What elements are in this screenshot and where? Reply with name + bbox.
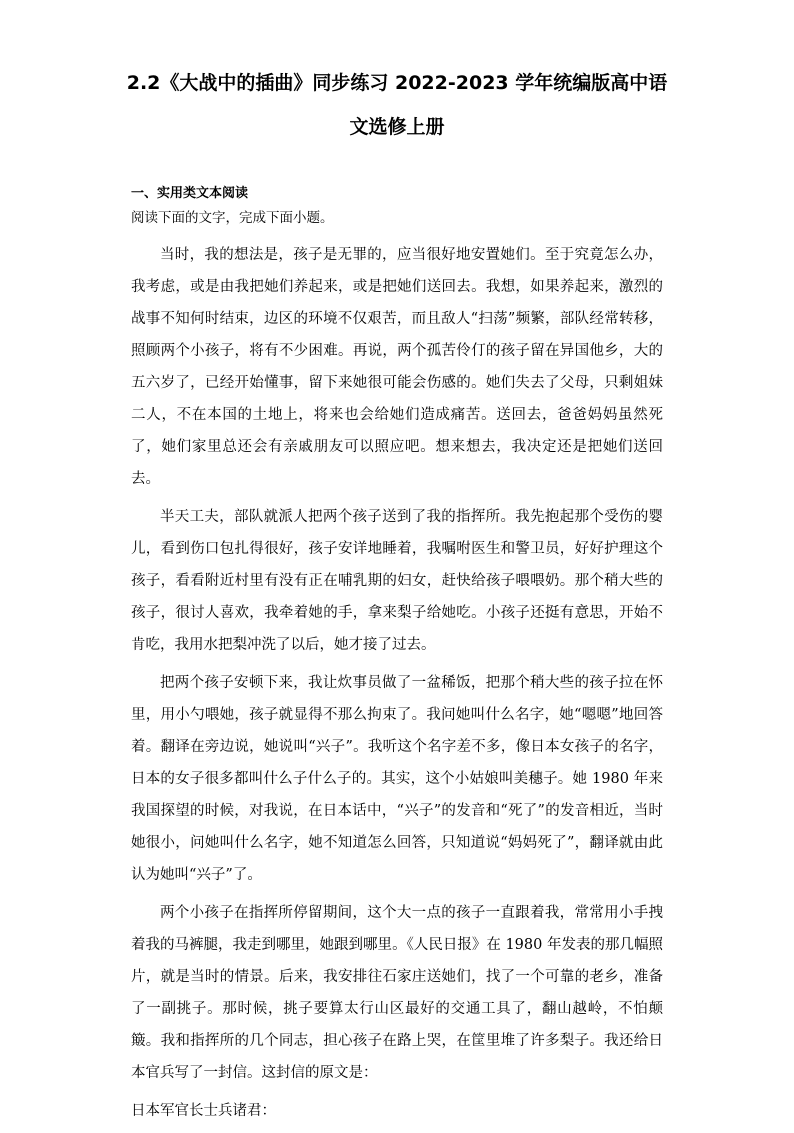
paragraph-2: 半天工夫，部队就派人把两个孩子送到了我的指挥所。我先抱起那个受伤的婴儿，看到伤口包扎得很好，孩子安详地睡着，我嘱咐医生和警卫员，好好护理这个孩子，看看附近村里有没有正在哺乳期的妇女，赶快给孩子喂喂奶。那个稍大些的孩子，很讨人喜欢，我牵着她的手，拿来梨子给她吃。小孩子还挺有意思，开始不肯吃，我用水把梨冲洗了以后，她才接了过去。 [131, 509, 663, 653]
letter-salutation: 日本军官长士兵诸君： [131, 1103, 276, 1119]
reading-instruction: 阅读下面的文字，完成下面小题。 [131, 210, 334, 226]
paragraph-1: 当时，我的想法是，孩子是无罪的，应当很好地安置她们。至于究竟怎么办，我考虑，或是由我把她们养起来，或是把她们送回去。我想，如果养起来，激烈的战事不知何时结束，边区的环境不仅艰苦，而且敌人“扫荡”频繁，部队经常转移，照顾两个小孩子，将有不少困难。再说，两个孤苦伶仃的孩子留在异国他乡，大的五六岁了，已经开始懂事，留下来她很可能会伤感的。她们失去了父母，只剩姐妹二人，不在本国的土地上，将来也会给她们造成痛苦。送回去，爸爸妈妈虽然死了，她们家里总还会有亲戚朋友可以照应吧。想来想去，我决定还是把她们送回去。 [131, 247, 663, 487]
document-title-line-2: 文选修上册 [349, 116, 445, 138]
paragraph-4: 两个小孩子在指挥所停留期间，这个大一点的孩子一直跟着我，常常用小手拽着我的马裤腿，我走到哪里，她跟到哪里。《人民日报》在 1980 年发表的那几幅照片，就是当时的情景。后来，我安排往石家庄送她们，找了一个可靠的老乡，准备了一副挑子。那时候，挑子要算太行山区最好的交通工具了，翻山越岭，不怕颠簸。我和指挥所的几个同志，担心孩子在路上哭，在筐里堆了许多梨子。我还给日本官兵写了一封信。这封信的原文是： [131, 905, 663, 1081]
passage-body [131, 239, 663, 1133]
document-title-line-1: 2.2《大战中的插曲》同步练习 2022-2023 学年统编版高中语 [126, 72, 668, 94]
paragraph-3: 把两个孩子安顿下来，我让炊事员做了一盆稀饭，把那个稍大些的孩子拉在怀里，用小勺喂她，孩子就显得不那么拘束了。我问她叫什么名字，她“嗯嗯”地回答着。翻译在旁边说，她说叫“兴子”。我听这个名字差不多，像日本女孩子的名字，日本的女子很多都叫什么子什么子的。其实，这个小姑娘叫美穗子。她 1980 年来我国探望的时候，对我说，在日本话中，“兴子”的发音和“死了”的发音相近，当时她很小，问她叫什么名字，她不知道怎么回答，只知道说“妈妈死了”，翻译就由此认为她叫“兴子”了。 [131, 675, 663, 883]
section-heading: 一、实用类文本阅读 [131, 186, 249, 201]
